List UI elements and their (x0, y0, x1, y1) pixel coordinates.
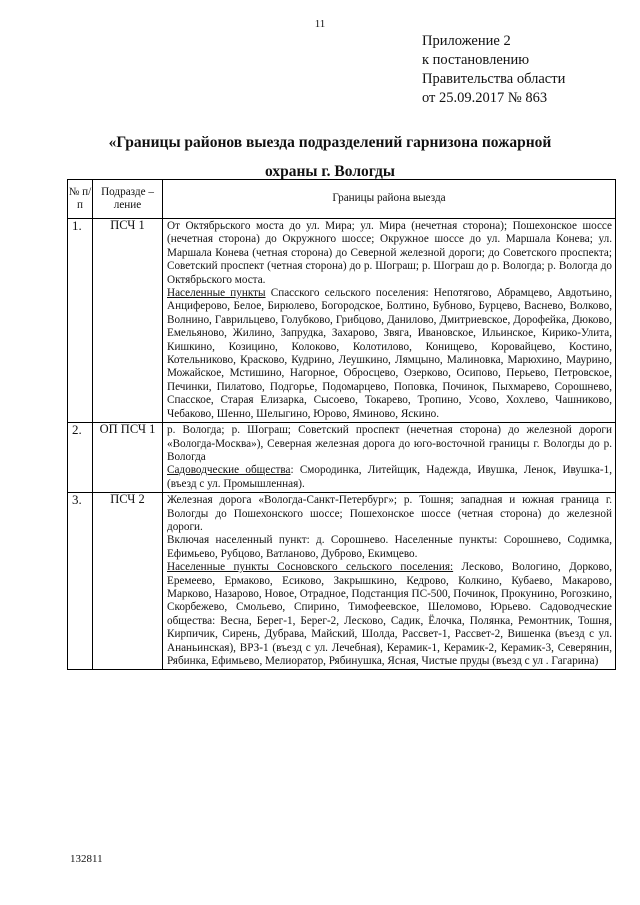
row-borders-cell (163, 423, 616, 493)
header-borders: Границы района выезда (163, 180, 616, 219)
row-borders-text: Железная дорога «Вологда-Санкт-Петербург»; р. Тошня; западная и южная граница г. Вологды до Пошехонского шоссе; Пошехонское шоссе (четная сторона) до железной дороги. (167, 494, 612, 533)
row-settlements (167, 561, 612, 668)
row-borders-cell (163, 493, 616, 670)
table-header-row (68, 180, 616, 219)
header-unit: Подразде – ление (93, 180, 163, 219)
row-num: 3. (68, 493, 93, 670)
row-unit: ПСЧ 2 (93, 493, 163, 670)
table-row (68, 423, 616, 493)
settlements-label: Населенные пункты Сосновского сельского поселения: (167, 561, 454, 574)
table-row (68, 493, 616, 670)
footer-code: 132811 (70, 853, 103, 865)
page-number: 11 (314, 18, 326, 30)
row-unit: ПСЧ 1 (93, 219, 163, 423)
row-borders-text: р. Вологда; р. Шограш; Советский проспект (нечетная сторона) до железной дороги «Вологда-Москва»), Северная железная дорога до юго-восточной границы г. Вологды до р. Вологда (167, 424, 612, 463)
row-num: 2. (68, 423, 93, 493)
row-num: 1. (68, 219, 93, 423)
appendix-line: от 25.09.2017 № 863 (422, 90, 548, 106)
title-line: охраны г. Вологды (265, 163, 395, 180)
row-borders-text: От Октябрьского моста до ул. Мира; ул. Мира (нечетная сторона); Пошехонское шоссе (нечетная сторона) до Окружного шоссе; Окружное шоссе до ул. Маршала Конева; ул. Маршала Конева (четная сторона) до Северной железной дороги; до Советского проспекта; Советский проспект (четная сторона) до р. Шограш; р. Шограш до р. Вологда; р. Вологда до Октябрьского моста. (167, 220, 612, 286)
borders-table (67, 179, 616, 670)
table-row (68, 219, 616, 423)
title-line: «Границы районов выезда подразделений гарнизона пожарной (108, 134, 552, 151)
row-gardening (167, 464, 612, 491)
header-num: № п/п (68, 180, 93, 219)
settlements-label: Населенные пункты (167, 287, 266, 300)
appendix-line: Правительства области (422, 71, 566, 87)
row-borders-cell (163, 219, 616, 423)
settlements-text: Спасского сельского поселения: Непотягово, Абрамцево, Авдотьино, Анциферово, Белое, Бирюлево, Богородское, Болтино, Бубново, Бурцево, Васнево, Волково, Волнино, Гаврильцево, Голубково, Грибцово, Данилово, Дмитриевское, Дорофейка, Дюково, Емельяново, Жилино, Запрудка, Захарово, Звяга, Ивановское, Ильинское, Кирико-Улита, Кишкино, Козицино, Колоково, Колотилово, Конищево, Коровайцево, Костино, Котельниково, Красково, Кудрино, Леушкино, Лямцыно, Малиновка, Марюхино, Маурино, Можайское, Мстишино, Нагорное, Обросцево, Озерково, Осипово, Перьево, Петровское, Печинки, Пилатово, Подгорье, Подомарцево, Поповка, Починок, Пыхмарево, Сорошнево, Спасское, Старая Елизарка, Сысоево, Токарево, Тропино, Усово, Хохлево, Чашниково, Чебаково, Шенно, Шелыгино, Юрово, Яминово, Яскино. (167, 287, 612, 420)
settlements-text: Лесково, Вологино, Дорково, Еремеево, Ермаково, Есиково, Закрышкино, Кедрово, Колкино, Кубаево, Макарово, Марково, Назарово, Новое, Отрадное, Подстанция ПС-500, Починок, Прокунино, Рогозкино, Скорбежево, Смольево, Спирино, Тимофеевское, Шеломово, Юрьево. Садоводческие общества: Весна, Берег-1, Берег-2, Лесково, Садик, Ёлочка, Полянка, Ремонтник, Тошня, Кирпичик, Сирень, Дубрава, Майский, Шолда, Рассвет-1, Рассвет-2, Вишенка (въезд с ул. Ананьинская), ВРЗ-1 (въезд с ул. Лечебная), Керамик-1, Керамик-2, Керамик-3, Северянин, Рябинка, Ефимьево, Мелиоратор, Рябинушка, Ясная, Чистые пруды (въезд с ул . Гагарина) (167, 561, 612, 667)
appendix-line: Приложение 2 (422, 33, 511, 49)
appendix-header (422, 32, 565, 108)
row-unit: ОП ПСЧ 1 (93, 423, 163, 493)
gardening-label: Садоводческие общества (167, 464, 291, 477)
document-title (40, 128, 620, 186)
row-settlements (167, 287, 612, 421)
row-included: Включая населенный пункт: д. Сорошнево. Населенные пункты: Сорошнево, Содимка, Ефимьево, Рубцово, Ватланово, Дуброво, Екимцево. (167, 534, 612, 560)
gardening-text: : Смородинка, Литейщик, Надежда, Ивушка, Ленок, Ивушка-1, (въезд с ул. Промышленная). (167, 464, 612, 490)
appendix-line: к постановлению (422, 52, 530, 68)
